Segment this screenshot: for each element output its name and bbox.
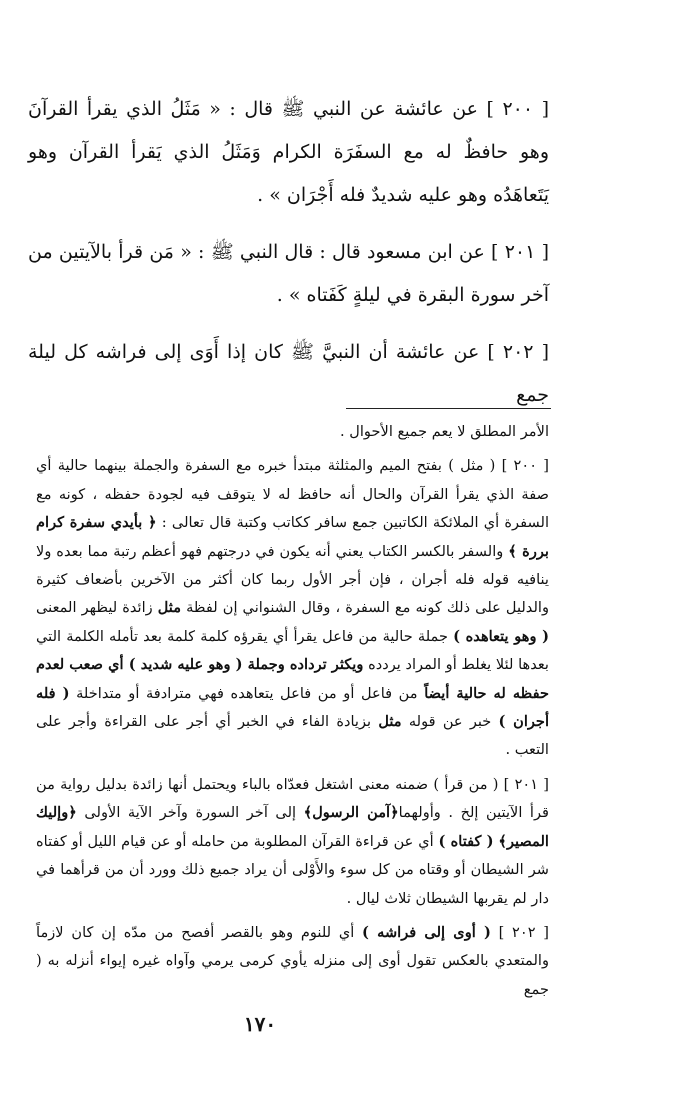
note-200-quran-quote: ﴿ بأيدي سفرة كرام بررة ﴾ — [36, 514, 549, 560]
note-201-part-a: [ ٢٠١ ] ( من قرأ ) ضمنه معنى اشتغل فعدّاه بالباء ويحتمل أنها زائدة بدليل رواية من قرأ الآيتين إلخ . وأولهما — [36, 775, 550, 822]
note-200-part-h: خبر عن قوله — [408, 713, 492, 731]
note-201 — [36, 771, 549, 913]
note-200 — [36, 452, 549, 764]
commentary-notes — [36, 418, 549, 1010]
note-200-part-b: والسفر بالكسر الكتاب يعني أنه يكون في درجتهم فهو أعظم رتبة مما بعده ولا ينافيه قوله فله أجران ، فإن أجر الأول ربما كان أكثر من الآخرين بأضعاف كثيرة والدليل على ذلك كونه مع السفرة ، وقال الشنواني إن لفظة — [36, 542, 550, 617]
note-201-part-d: أي عن قراءة القرآن المطلوبة من حامله أو عن قيام الليل أو كفتاه شر الشيطان أو وقتاه من كل سوء والأَوْلى أن يراد جميع ذلك وورد أن من قرأهما في دار لم يقربها الشيطان ثلاث ليال . — [36, 832, 549, 907]
note-201-phrase-kafatahu: ( كفتاه ) — [438, 832, 494, 850]
note-202-phrase: ( أوى إلى فراشه ) — [362, 923, 491, 941]
note-200-part-c: زائدة ليظهر المعنى — [36, 599, 153, 617]
footnote-separator — [346, 408, 551, 409]
note-200-phrase-yataahaduhu: ( وهو يتعاهده ) — [453, 627, 549, 645]
page-number: ١٧٠ — [243, 1012, 277, 1036]
note-201-quran-quote-1: ﴿آمن الرسول﴾ — [303, 804, 399, 822]
note-201-part-b: إلى آخر السورة وآخر الآية الأولى — [84, 804, 297, 822]
note-200-keyword-mithl: مثل — [157, 599, 182, 617]
note-200-part-j: بزيادة الفاء في الخبر أي أجر على القراءة وأجر على التعب . — [36, 713, 549, 759]
note-200-keyword-mithl-2: مثل — [378, 713, 402, 731]
note-201-quran-quote-2: ﴿وإليك المصير﴾ — [36, 804, 549, 850]
note-200-phrase-ajran: ( فله أجران ) — [36, 684, 550, 731]
note-200-part-a: [ ٢٠٠ ] ( مثل ) بفتح الميم والمثلثة مبتدأ خبره مع السفرة والجملة بينهما حالية أي صفة الذي يقرأ القرآن والحال أنه حافظ له لا يتوقف فيه لجودة حفظه ، كونه مع السفرة أي الملائكة الكاتبين جمع سافر ككاتب وكتبة قال تعالى : — [36, 457, 550, 532]
hadith-202: [ ٢٠٢ ] عن عائشة أن النبيَّ ﷺ كان إذا أَوَى إلى فراشه كل ليلة جمع — [28, 341, 549, 406]
hadith-201: [ ٢٠١ ] عن ابن مسعود قال : قال النبي ﷺ : « مَن قرأ بالآيتين من آخر سورة البقرة في ليلةٍ كَفَتاه » . — [28, 241, 549, 306]
note-202-number: [ ٢٠٢ ] — [498, 923, 549, 941]
hadith-text — [28, 88, 549, 431]
note-202-part-c: أي للنوم وهو بالقصر أفصح من مدّه إن كان لازماً والمتعدي بالعكس تقول أوى إلى منزله يأوي كرمى يرمي وآواه غيره إيواء أنزله به ( جمع — [36, 923, 549, 998]
note-continuation: الأمر المطلق لا يعم جميع الأحوال . — [340, 423, 549, 440]
note-200-part-d: جملة حالية من فاعل يقرأ أي يقرؤه كلمة كلمة بعد تأمله الكلمة التي بعدها لئلا يغلط أو المراد يردده — [36, 627, 549, 674]
note-202 — [36, 919, 549, 1004]
note-200-part-f: من فاعل أو من فاعل يتعاهده فهي مترادفة أو متداخلة — [76, 684, 418, 702]
hadith-200: [ ٢٠٠ ] عن عائشة عن النبي ﷺ قال : « مَثَلُ الذي يقرأ القرآنَ وهو حافظٌ له مع السفَرَة الكرام وَمَثَلُ الذي يَقرأ القرآن وهو يَتَعاهَدُه وهو عليه شديدٌ فله أَجْرَان » . — [28, 98, 549, 206]
note-200-part-e: ويكثر ترداده وجملة ( وهو عليه شديد ) أي صعب لعدم حفظه له حالية أيضاً — [36, 656, 550, 702]
